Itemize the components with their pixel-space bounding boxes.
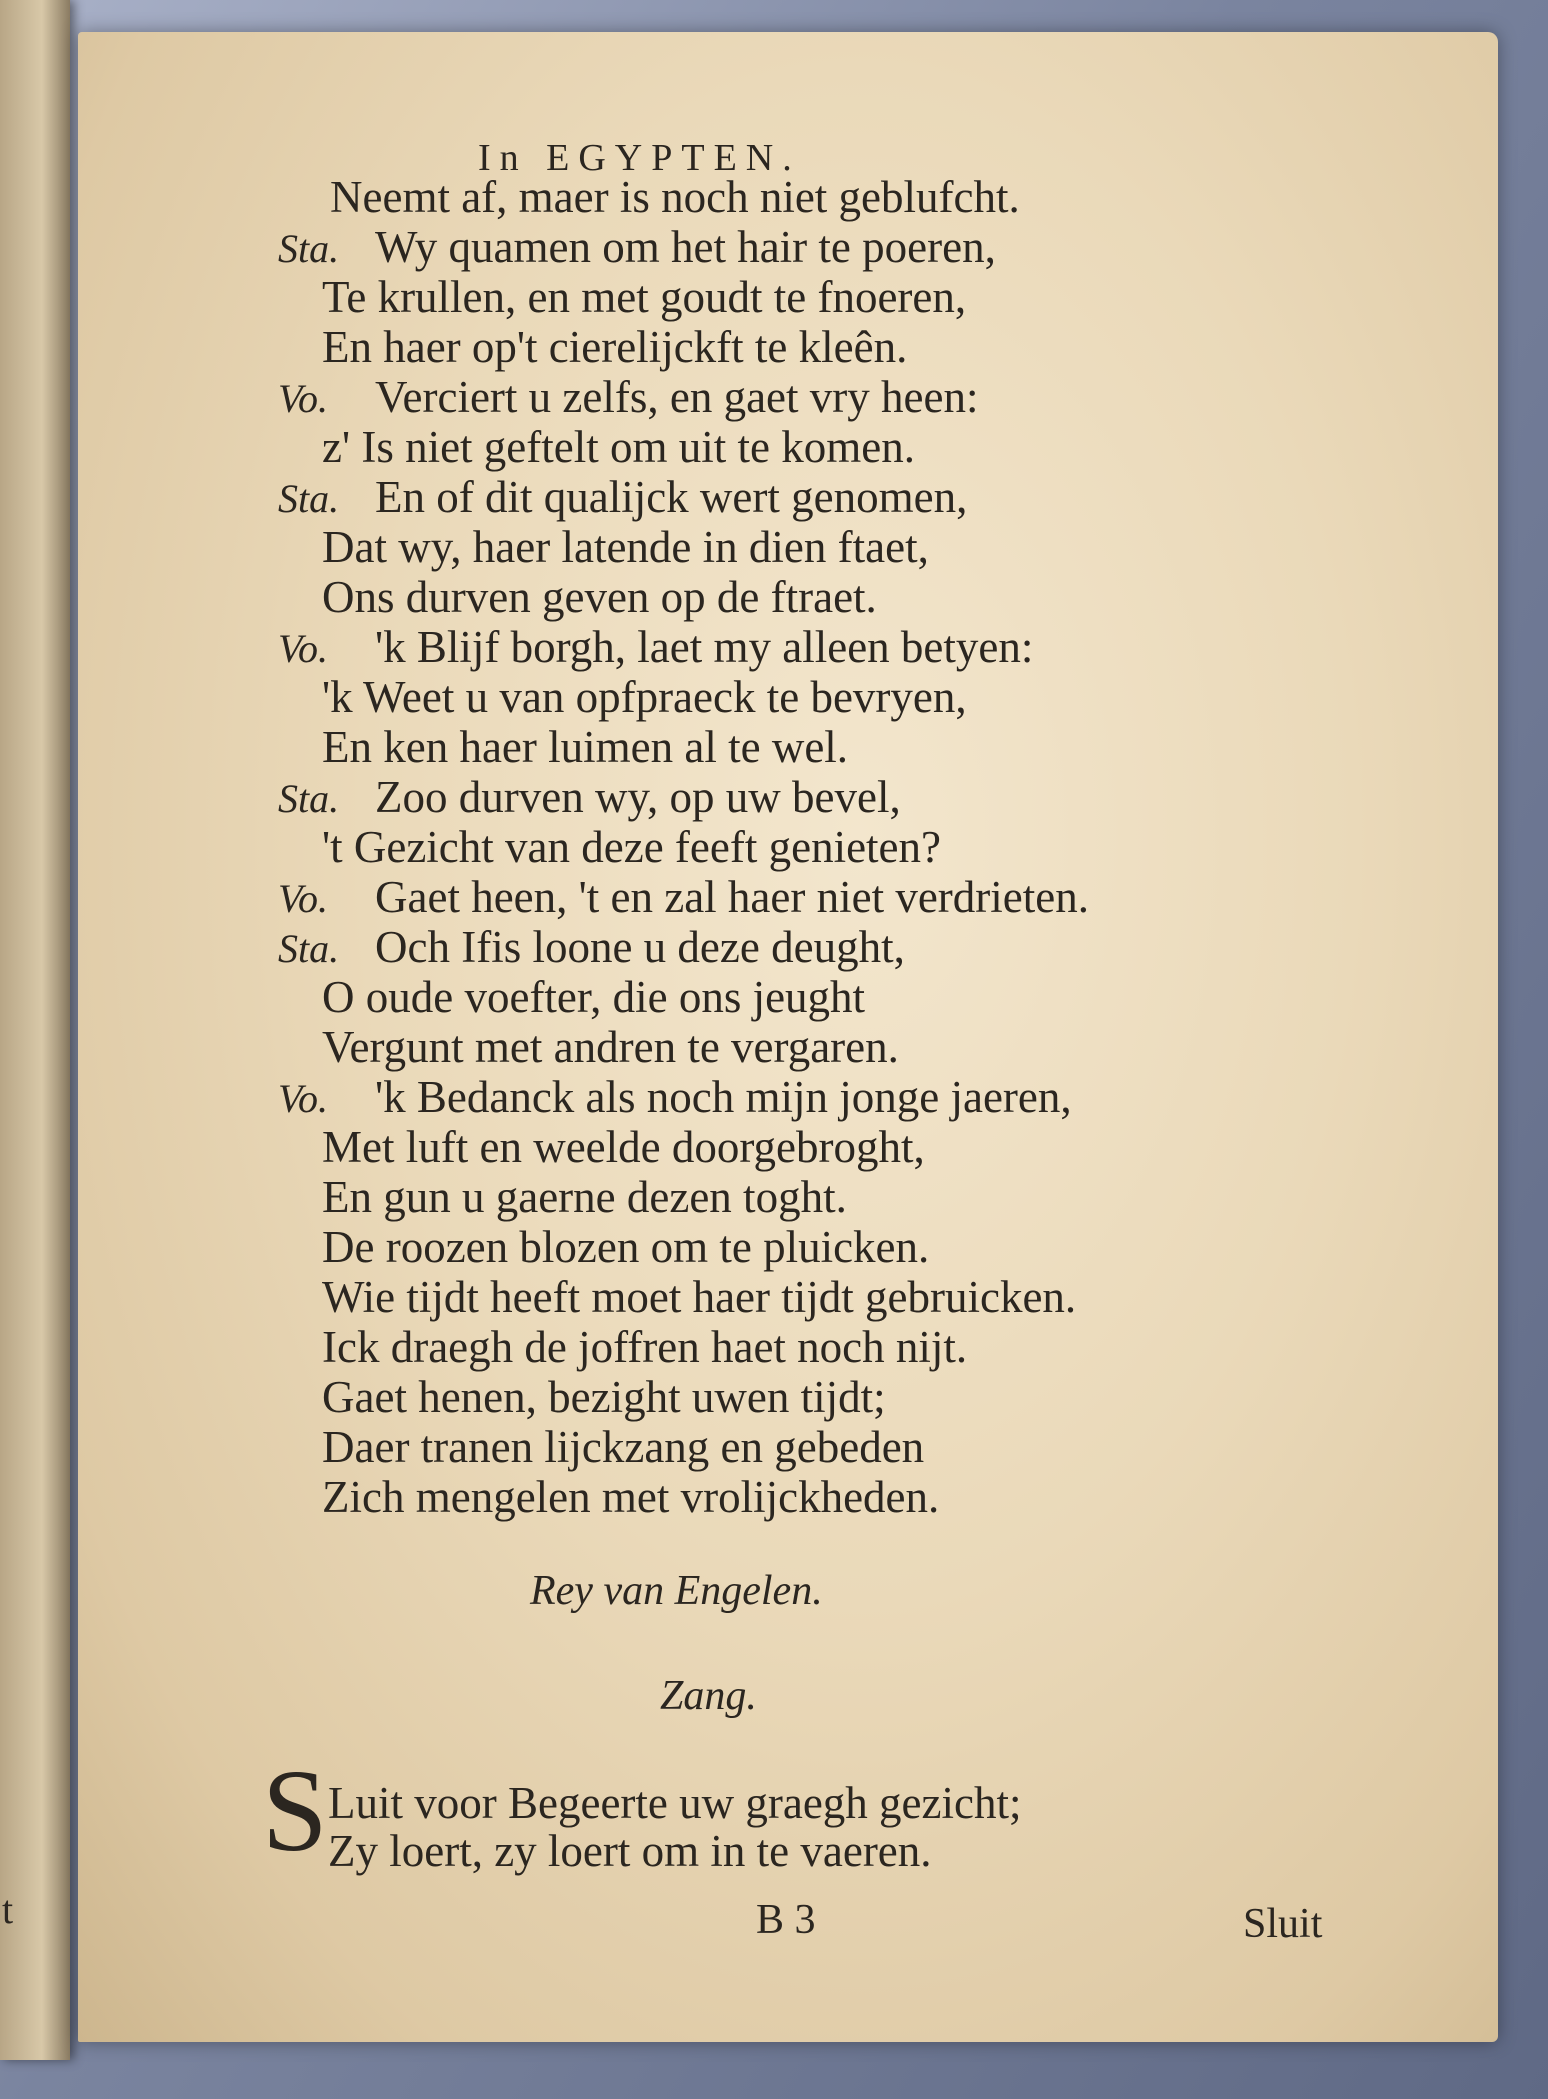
section-title: Rey van Engelen. <box>530 1568 823 1614</box>
running-head: In EGYPTEN. <box>478 137 801 179</box>
drop-cap-initial: S <box>262 1745 328 1876</box>
verse-line: 'k Blijf borgh, laet my alleen betyen: <box>375 622 1034 672</box>
verse-line: En gun u gaerne dezen toght. <box>322 1172 847 1222</box>
verse-line: En of dit qualijck wert genomen, <box>375 472 968 522</box>
catchword: Sluit <box>1243 1901 1323 1947</box>
speaker-label: Sta. <box>278 926 340 971</box>
speaker-label: Sta. <box>278 476 340 521</box>
verse-line: Ons durven geven op de ftraet. <box>322 572 877 622</box>
verse-line: Zich mengelen met vrolijckheden. <box>322 1472 940 1522</box>
verse-line: Met luft en weelde doorgebroght, <box>322 1122 925 1172</box>
verse-line: En ken haer luimen al te wel. <box>322 722 849 772</box>
verse-line: Vergunt met andren te vergaren. <box>322 1022 899 1072</box>
speaker-label: Vo. <box>278 626 328 671</box>
verse-line: Gaet heen, 't en zal haer niet verdrieten. <box>375 872 1089 922</box>
verse-line: Verciert u zelfs, en gaet vry heen: <box>375 372 979 422</box>
speaker-label: Vo. <box>278 376 328 421</box>
verse-line: Ick draegh de joffren haet noch nijt. <box>322 1322 968 1372</box>
verse-line: Wy quamen om het hair te poeren, <box>375 222 996 272</box>
verse-line: O oude voefter, die ons jeught <box>322 972 866 1022</box>
section-subtitle: Zang. <box>660 1673 757 1719</box>
verse-line: Daer tranen lijckzang en gebeden <box>322 1422 925 1472</box>
signature-mark: B 3 <box>756 1897 816 1943</box>
verse-line: En haer op't cierelijckft te kleên. <box>322 322 908 372</box>
speaker-label: Sta. <box>278 776 340 821</box>
verse-line: 'k Bedanck als noch mijn jonge jaeren, <box>375 1072 1072 1122</box>
verse-line: 't Gezicht van deze feeft genieten? <box>322 822 941 872</box>
speaker-label: Vo. <box>278 1076 328 1121</box>
verse-line: 'k Weet u van opfpraeck te bevryen, <box>322 672 967 722</box>
verse-line: Te krullen, en met goudt te fnoeren, <box>322 272 967 322</box>
verse-line: z' Is niet geftelt om uit te komen. <box>322 422 915 472</box>
verse-line: Och Ifis loone u deze deught, <box>375 922 905 972</box>
facing-page-fragment: t <box>2 1887 14 1932</box>
verse-line: Wie tijdt heeft moet haer tijdt gebruicken. <box>322 1272 1077 1322</box>
verse-line: Gaet henen, bezight uwen tijdt; <box>322 1372 886 1422</box>
verse-line: De roozen blozen om te pluicken. <box>322 1222 930 1272</box>
speaker-label: Sta. <box>278 226 340 271</box>
verse-line: Dat wy, haer latende in dien ftaet, <box>322 522 929 572</box>
speaker-label: Vo. <box>278 876 328 921</box>
song-line-1: Luit voor Begeerte uw graegh gezicht; <box>328 1778 1022 1828</box>
verse-line: Neemt af, maer is noch niet geblufcht. <box>330 172 1020 222</box>
song-line-2: Zy loert, zy loert om in te vaeren. <box>328 1826 932 1876</box>
facing-page-edge <box>0 0 70 2060</box>
verse-line: Zoo durven wy, op uw bevel, <box>375 772 901 822</box>
